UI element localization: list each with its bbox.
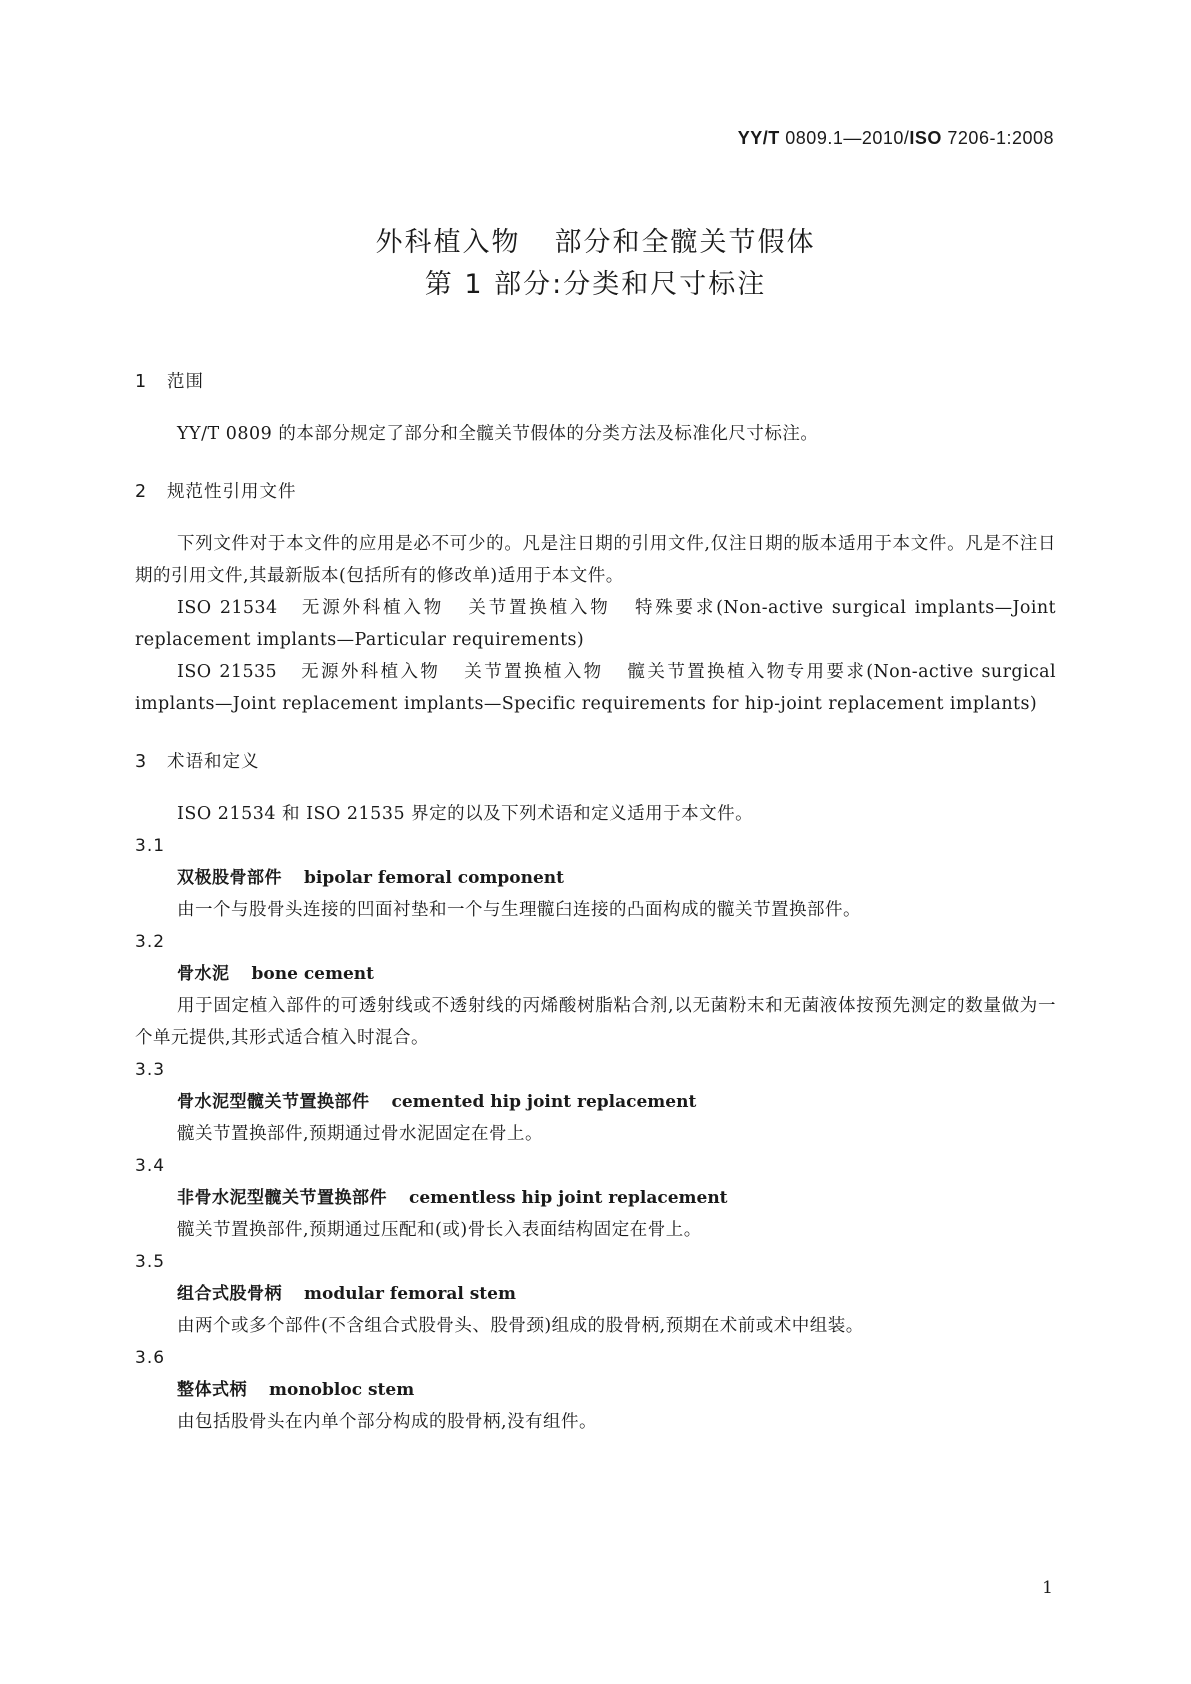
section-title: 术语和定义 [167, 752, 260, 772]
section-heading-normative-references [135, 476, 1056, 508]
reference-title-part: 关节置换植入物 [462, 662, 604, 682]
references-intro-paragraph: 下列文件对于本文件的应用是必不可少的。凡是注日期的引用文件,仅注日期的版本适用于本文件。凡是不注日期的引用文件,其最新版本(包括所有的修改单)适用于本文件。 [135, 534, 1056, 586]
term-english: cemented hip joint replacement [391, 1092, 697, 1112]
term-heading [135, 862, 1056, 894]
reference-title-part: 关节置换植入物 [466, 598, 611, 618]
reference-code: ISO 21535 [177, 662, 278, 682]
term-chinese: 骨水泥型髋关节置换部件 [177, 1092, 370, 1112]
term-number: 3.5 [135, 1252, 166, 1272]
term-number: 3.1 [135, 836, 166, 856]
standard-code-prefix: YY/T [737, 128, 780, 148]
section-title: 规范性引用文件 [167, 482, 297, 502]
reference-title-rest: 特殊要求(Non-active surgical implants—Joint replacement implants—Particular requirements) [135, 598, 1056, 650]
term-english: bone cement [251, 964, 375, 984]
reference-code: ISO 21534 [177, 598, 278, 618]
term-number: 3.4 [135, 1156, 166, 1176]
term-number: 3.2 [135, 932, 166, 952]
document-body [135, 366, 1056, 1438]
scope-paragraph: YY/T 0809 的本部分规定了部分和全髋关节假体的分类方法及标准化尺寸标注。 [177, 424, 819, 444]
section-number: 2 [135, 482, 148, 502]
term-english: modular femoral stem [304, 1284, 516, 1304]
term-chinese: 骨水泥 [177, 964, 230, 984]
section-heading-terms-definitions [135, 746, 1056, 778]
title-line-1 [0, 222, 1191, 264]
reference-item [135, 592, 1056, 656]
term-chinese: 非骨水泥型髋关节置换部件 [177, 1188, 387, 1208]
title-line-2: 第 1 部分:分类和尺寸标注 [424, 269, 767, 300]
term-chinese: 整体式柄 [177, 1380, 247, 1400]
reference-title-rest: 髋关节置换植入物专用要求(Non-active surgical implants—Joint replacement implants—Specific requirements for hip-joint replacement implants) [135, 662, 1056, 714]
term-heading [135, 1374, 1056, 1406]
term-number: 3.6 [135, 1348, 166, 1368]
term-definition: 髋关节置换部件,预期通过压配和(或)骨长入表面结构固定在骨上。 [177, 1220, 702, 1240]
term-definition: 髋关节置换部件,预期通过骨水泥固定在骨上。 [177, 1124, 544, 1144]
term-heading [135, 1278, 1056, 1310]
term-definition: 由一个与股骨头连接的凹面衬垫和一个与生理髋臼连接的凸面构成的髋关节置换部件。 [177, 900, 861, 920]
term-definition: 由两个或多个部件(不含组合式股骨头、股骨颈)组成的股骨柄,预期在术前或术中组装。 [177, 1316, 864, 1336]
section-number: 3 [135, 752, 148, 772]
term-heading [135, 1182, 1056, 1214]
standard-code-number: 0809.1—2010/ [779, 128, 910, 148]
section-number: 1 [135, 372, 148, 392]
title-part-1: 外科植入物 [375, 227, 521, 258]
term-english: cementless hip joint replacement [409, 1188, 728, 1208]
section-heading-scope [135, 366, 1056, 398]
term-chinese: 双极股骨部件 [177, 868, 282, 888]
standard-code-iso: ISO [909, 128, 942, 148]
terms-intro-paragraph: ISO 21534 和 ISO 21535 界定的以及下列术语和定义适用于本文件。 [177, 804, 754, 824]
term-number: 3.3 [135, 1060, 166, 1080]
term-english: monobloc stem [269, 1380, 415, 1400]
standard-code-iso-number: 7206-1:2008 [941, 128, 1054, 148]
title-part-2: 部分和全髋关节假体 [554, 227, 816, 258]
term-english: bipolar femoral component [304, 868, 565, 888]
reference-title-part: 无源外科植入物 [299, 662, 441, 682]
section-title: 范围 [167, 372, 204, 392]
document-title [0, 222, 1191, 306]
page-number: 1 [1042, 1578, 1053, 1598]
term-heading [135, 958, 1056, 990]
reference-item [135, 656, 1056, 720]
reference-title-part: 无源外科植入物 [299, 598, 445, 618]
term-heading [135, 1086, 1056, 1118]
term-chinese: 组合式股骨柄 [177, 1284, 282, 1304]
standard-code [738, 128, 1054, 149]
term-definition: 由包括股骨头在内单个部分构成的股骨柄,没有组件。 [177, 1412, 598, 1432]
term-definition: 用于固定植入部件的可透射线或不透射线的丙烯酸树脂粘合剂,以无菌粉末和无菌液体按预先测定的数量做为一个单元提供,其形式适合植入时混合。 [135, 996, 1056, 1048]
